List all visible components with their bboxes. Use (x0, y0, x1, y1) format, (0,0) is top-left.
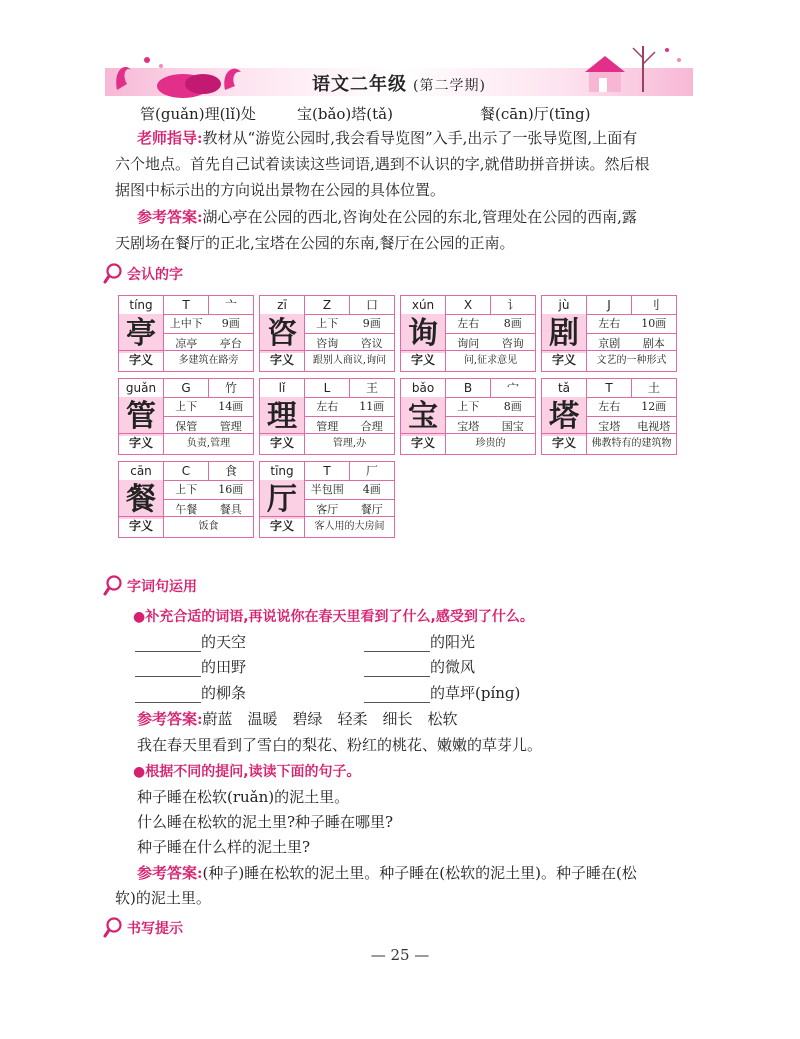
card-letter: J (587, 296, 632, 314)
card-word-2: 剧本 (642, 337, 665, 350)
card-structure: 左右 (457, 317, 480, 330)
question-2: ●根据不同的提问,读读下面的句子。 (133, 764, 361, 780)
card-radical: 亠 (224, 298, 237, 312)
character-card (259, 378, 395, 455)
card-radical: 土 (647, 381, 660, 395)
card-meaning-label: 字义 (260, 351, 305, 371)
card-character: 管 (119, 397, 164, 436)
character-card (118, 378, 254, 455)
card-radical: 讠 (506, 298, 519, 312)
character-card (118, 461, 254, 538)
blank (135, 660, 201, 677)
character-card (118, 295, 254, 372)
fill-row-1b: 的阳光 (364, 632, 664, 652)
card-word-2: 餐具 (219, 503, 242, 516)
card-structure: 左右 (598, 400, 621, 413)
pinyin-word-2: 宝(bǎo)塔(tǎ) (297, 105, 393, 123)
character-card (400, 378, 536, 455)
card-character: 厅 (260, 480, 305, 519)
card-pinyin: guǎn (119, 379, 164, 397)
answer3-line-2: 软)的泥土里。 (115, 889, 211, 907)
card-word-1: 宝塔 (598, 420, 621, 433)
card-radical: 厂 (365, 464, 378, 478)
card-structure: 上下 (457, 400, 480, 413)
card-strokes: 9画 (221, 317, 240, 330)
card-meaning: 佛教特有的建筑物 (591, 438, 672, 449)
card-character: 咨 (260, 314, 305, 353)
page-header (105, 40, 693, 102)
card-word-1: 午餐 (175, 503, 198, 516)
card-pinyin: cān (119, 462, 164, 480)
card-meaning: 负责,管理 (186, 438, 231, 449)
card-pinyin: tíng (119, 296, 164, 314)
guide-line-1: 老师指导:教材从“游览公园时,我会看导览图”入手,出示了一张导览图,上面有 (137, 129, 638, 147)
card-letter: G (164, 379, 209, 397)
fill-row-3: 的柳条 (135, 683, 725, 703)
card-letter: L (305, 379, 350, 397)
card-character: 宝 (401, 397, 446, 436)
card-letter: T (164, 296, 209, 314)
fill-row-2: 的田野 (135, 657, 725, 677)
card-pinyin: bǎo (401, 379, 446, 397)
character-card (259, 295, 395, 372)
card-radical: 竹 (224, 381, 237, 395)
card-structure: 上中下 (169, 317, 203, 330)
card-structure: 上下 (316, 317, 339, 330)
card-meaning: 文艺的一种形式 (596, 355, 667, 366)
card-meaning: 管理,办 (332, 438, 367, 449)
card-pinyin: zī (260, 296, 305, 314)
magnifier-icon (103, 916, 125, 938)
card-meaning-label: 字义 (401, 434, 446, 454)
sentence-2: 什么睡在松软的泥土里?种子睡在哪里? (137, 813, 394, 831)
card-structure: 上下 (175, 400, 198, 413)
answer2-sentence: 我在春天里看到了雪白的梨花、粉红的桃花、嫩嫩的草芽儿。 (137, 736, 543, 754)
card-letter: T (305, 462, 350, 480)
card-word-1: 询问 (457, 337, 480, 350)
blank (364, 635, 430, 652)
blank (135, 686, 201, 703)
card-structure: 左右 (598, 317, 621, 330)
card-meaning-label: 字义 (401, 351, 446, 371)
card-character: 亭 (119, 314, 164, 353)
card-meaning: 多建筑在路旁 (178, 355, 239, 366)
card-structure: 左右 (316, 400, 339, 413)
card-meaning: 客人用的大房间 (314, 521, 385, 532)
card-meaning-label: 字义 (542, 351, 587, 371)
character-card (541, 378, 677, 455)
card-word-2: 亭台 (219, 337, 242, 350)
card-word-2: 电视塔 (637, 420, 671, 433)
card-word-2: 管理 (219, 420, 242, 433)
blank (364, 686, 430, 703)
card-strokes: 10画 (641, 317, 667, 330)
card-structure: 上下 (175, 483, 198, 496)
blank (135, 635, 201, 652)
card-character: 询 (401, 314, 446, 353)
card-word-2: 国宝 (501, 420, 524, 433)
card-meaning-label: 字义 (119, 434, 164, 454)
card-character: 剧 (542, 314, 587, 353)
character-card (541, 295, 677, 372)
answer2-words: 参考答案:蔚蓝 温暖 碧绿 轻柔 细长 松软 (137, 710, 458, 728)
card-radical: 口 (365, 298, 378, 312)
character-card (400, 295, 536, 372)
card-letter: T (587, 379, 632, 397)
card-strokes: 16画 (218, 483, 244, 496)
page-number: — 25 — (370, 946, 430, 964)
card-character: 塔 (542, 397, 587, 436)
fill-row-2b: 的微风 (364, 657, 664, 677)
card-word-1: 客厅 (316, 503, 339, 516)
card-pinyin: jù (542, 296, 587, 314)
card-letter: Z (305, 296, 350, 314)
card-word-2: 咨询 (501, 337, 524, 350)
card-word-1: 宝塔 (457, 420, 480, 433)
pinyin-word-3: 餐(cān)厅(tīng) (480, 105, 591, 123)
card-radical: 食 (224, 464, 237, 478)
card-meaning: 问,征求意见 (463, 355, 518, 366)
card-strokes: 8画 (503, 400, 522, 413)
card-character: 理 (260, 397, 305, 436)
card-meaning: 珍贵的 (475, 438, 506, 449)
card-radical: 王 (365, 381, 378, 395)
guide-line-2: 六个地点。首先自己试着读读这些词语,遇到不认识的字,就借助拼音拼读。然后根 (115, 155, 650, 173)
blank (364, 660, 430, 677)
card-letter: B (446, 379, 491, 397)
answer1-line-2: 天剧场在餐厅的正北,宝塔在公园的东南,餐厅在公园的正南。 (115, 234, 515, 252)
card-letter: C (164, 462, 209, 480)
card-letter: X (446, 296, 491, 314)
character-card (259, 461, 395, 538)
card-strokes: 9画 (362, 317, 381, 330)
card-word-1: 凉亭 (175, 337, 198, 350)
card-strokes: 12画 (641, 400, 667, 413)
card-word-1: 管理 (316, 420, 339, 433)
card-word-1: 保管 (175, 420, 198, 433)
card-word-1: 京剧 (598, 337, 621, 350)
card-meaning-label: 字义 (542, 434, 587, 454)
card-radical: 刂 (647, 298, 660, 312)
card-character: 餐 (119, 480, 164, 519)
card-word-2: 咨议 (360, 337, 383, 350)
card-meaning-label: 字义 (119, 517, 164, 537)
card-word-2: 合理 (360, 420, 383, 433)
card-pinyin: tǎ (542, 379, 587, 397)
card-strokes: 8画 (503, 317, 522, 330)
card-meaning-label: 字义 (119, 351, 164, 371)
fill-row-1: 的天空 (135, 632, 725, 652)
magnifier-icon (103, 574, 125, 596)
pinyin-word-1: 管(guǎn)理(lǐ)处 (140, 105, 256, 123)
card-radical: 宀 (506, 381, 519, 395)
sentence-1: 种子睡在松软(ruǎn)的泥土里。 (137, 788, 350, 806)
book-title: 语文二年级 (第二学期) (312, 74, 486, 95)
card-word-1: 咨询 (316, 337, 339, 350)
card-structure: 半包围 (310, 483, 344, 496)
card-strokes: 14画 (218, 400, 244, 413)
answer3-line-1: 参考答案:(种子)睡在松软的泥土里。种子睡在(松软的泥土里)。种子睡在(松 (137, 864, 637, 882)
guide-line-3: 据图中标示出的方向说出景物在公园的具体位置。 (115, 181, 446, 199)
fill-row-3b: 的草坪(pínɡ) (364, 683, 664, 703)
card-strokes: 4画 (362, 483, 381, 496)
card-meaning-label: 字义 (260, 517, 305, 537)
card-word-2: 餐厅 (360, 503, 383, 516)
question-1: ●补充合适的词语,再说说你在春天里看到了什么,感受到了什么。 (133, 609, 534, 625)
card-meaning: 饭食 (198, 521, 219, 532)
card-pinyin: lǐ (260, 379, 305, 397)
card-meaning-label: 字义 (260, 434, 305, 454)
magnifier-icon (103, 262, 125, 284)
card-pinyin: xún (401, 296, 446, 314)
card-pinyin: tīng (260, 462, 305, 480)
card-strokes: 11画 (359, 400, 385, 413)
answer1-line-1: 参考答案:湖心亭在公园的西北,咨询处在公园的东北,管理处在公园的西南,露 (137, 208, 637, 226)
sentence-3: 种子睡在什么样的泥土里? (137, 838, 311, 856)
card-meaning: 跟别人商议,询问 (312, 355, 387, 366)
